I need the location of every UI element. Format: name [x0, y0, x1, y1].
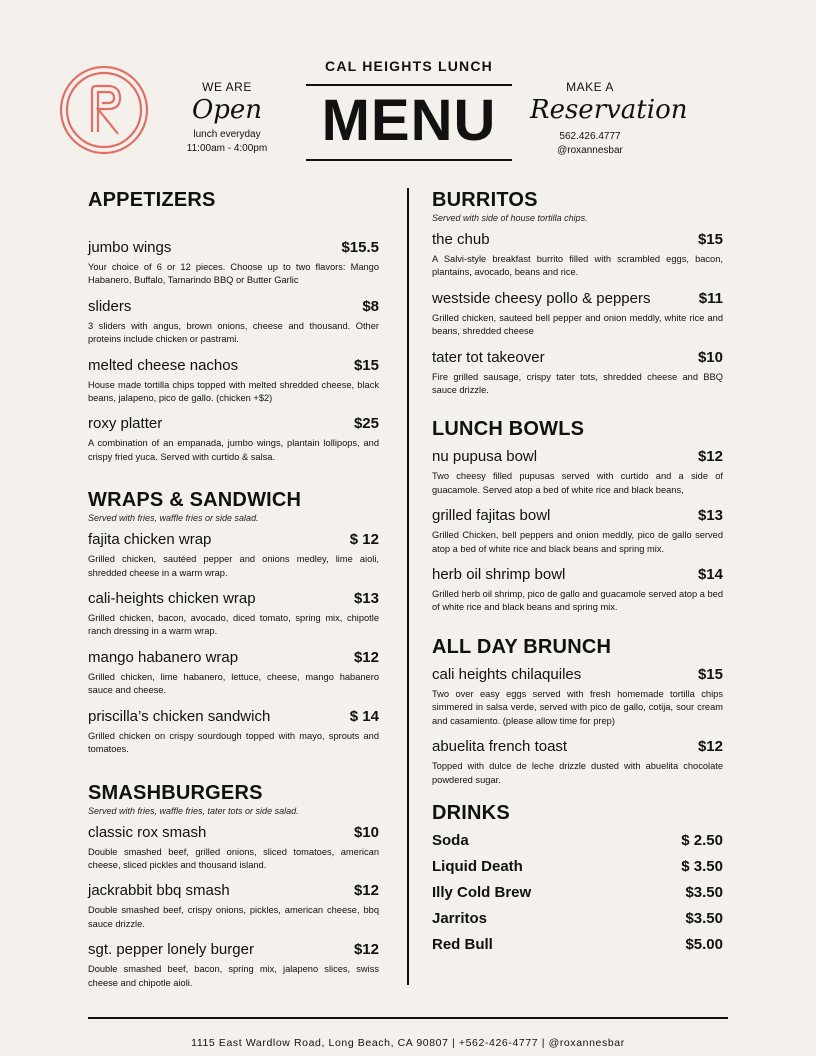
menu-item-description: 3 sliders with angus, brown onions, cheese and thousand. Other proteins include chicken or pastrami.: [88, 320, 379, 345]
menu-item: [88, 297, 379, 347]
menu-item-name: jumbo wings: [88, 239, 172, 256]
menu-item-description: Grilled chicken, sautéed pepper and onions medley, lime aioli, shredded cheese in a warm wrap.: [88, 554, 379, 578]
menu-item-price: $15.5: [341, 239, 379, 256]
section-subtitle: Served with side of house tortilla chips.: [432, 213, 588, 223]
drink-item: [432, 883, 723, 903]
reserve-phone[interactable]: 562.426.4777: [559, 131, 621, 142]
menu-item-row: [432, 348, 723, 368]
menu-item-row: [432, 289, 723, 309]
menu-item: [432, 665, 723, 728]
menu-item: [432, 447, 723, 497]
menu-item-price: $12: [353, 648, 379, 666]
drink-name: Jarritos: [432, 909, 488, 927]
section-smashburgers: [88, 781, 379, 990]
menu-item-row: [88, 648, 379, 668]
reserve-heading: MAKE A: [566, 80, 614, 94]
menu-item-description: Grilled chicken on crispy sourdough topped with mayo, sprouts and tomatoes.: [88, 730, 379, 755]
menu-item-description: Grilled chicken, bacon, avocado, diced tomato, spring mix, chipotle ranch dressing in a warm wrap.: [88, 613, 379, 637]
menu-item: [88, 940, 379, 990]
menu-item-price: $12: [697, 738, 723, 756]
section-title: SMASHBURGERS: [88, 781, 263, 804]
menu-item-description: House made tortilla chips topped with melted shredded cheese, black beans, jalapeno, pico de gallo. (chicken +$2): [88, 379, 379, 404]
drink-price: $ 3.50: [681, 857, 723, 875]
menu-item-name: priscilla’s chicken sandwich: [88, 707, 271, 725]
section-wraps: [88, 488, 379, 756]
menu-item-row: [432, 230, 723, 250]
drink-name: Red Bull: [432, 935, 493, 953]
menu-item-price: $ 12: [349, 531, 379, 549]
drink-price: $5.00: [685, 935, 723, 953]
menu-item-price: $8: [362, 297, 379, 315]
menu-item: [88, 648, 379, 698]
reservation-block: [530, 80, 688, 158]
menu-item-name: tater tot takeover: [432, 348, 545, 366]
drink-price: $ 2.50: [681, 831, 723, 849]
menu-item-row: [88, 238, 379, 258]
drink-name: Illy Cold Brew: [432, 883, 532, 901]
drink-name: Soda: [432, 831, 469, 849]
section-title: APPETIZERS: [88, 189, 216, 211]
column-divider: [407, 188, 409, 985]
menu-item-row: [432, 565, 723, 585]
menu-item: [432, 737, 723, 787]
menu-item-description: Double smashed beef, crispy onions, pickles, american cheese, bbq sauce drizzle.: [88, 905, 379, 929]
title-rule-top: [306, 84, 512, 86]
menu-item-row: [88, 940, 379, 960]
footer-contact: 1115 East Wardlow Road, Long Beach, CA 90807 | +562-426-4777 | @roxannesbar: [191, 1037, 625, 1049]
menu-eyebrow: CAL HEIGHTS LUNCH: [325, 58, 493, 74]
menu-item-name: cali heights chilaquiles: [432, 665, 582, 683]
menu-item-description: Grilled herb oil shrimp, pico de gallo and guacamole served atop a bed of white rice and black beans and spring mix.: [432, 589, 723, 613]
item-list: [88, 823, 379, 990]
hours-line-1: lunch everyday: [193, 129, 261, 140]
menu-item-description: Fire grilled sausage, crispy tater tots, shredded cheese and BBQ sauce drizzle.: [432, 371, 723, 396]
hours-line-2: 11:00am - 4:00pm: [186, 143, 268, 154]
menu-item-row: [432, 447, 723, 467]
hours-heading: WE ARE: [202, 80, 252, 94]
menu-item-description: Grilled Chicken, bell peppers and onion meddly, pico de gallo served atop a bed of white rice and black beans and spring mix.: [432, 530, 723, 554]
menu-item-name: sliders: [88, 297, 132, 315]
menu-item-name: abuelita french toast: [432, 738, 568, 756]
menu-item-name: the chub: [432, 231, 490, 248]
menu-item-description: A combination of an empanada, jumbo wings, plantain lollipops, and crispy fried yuca. Served with curtido & salsa.: [88, 438, 379, 462]
menu-item-name: cali-heights chicken wrap: [88, 590, 256, 608]
menu-item-row: [88, 530, 379, 550]
drink-name: Liquid Death: [432, 857, 523, 875]
drink-list: [432, 831, 723, 955]
drink-item: [432, 935, 723, 955]
menu-item-price: $ 14: [349, 707, 379, 725]
drink-price: $3.50: [685, 909, 723, 927]
menu-item-price: $12: [353, 882, 379, 900]
reserve-handle[interactable]: @roxannesbar: [557, 145, 623, 156]
menu-item: [88, 238, 379, 288]
section-title: ALL DAY BRUNCH: [432, 635, 612, 658]
menu-item-row: [432, 665, 723, 685]
menu-item-row: [432, 506, 723, 526]
menu-item-name: fajita chicken wrap: [88, 531, 212, 549]
hours-script: Open: [191, 95, 263, 125]
menu-item: [432, 348, 723, 398]
menu-item-price: $14: [697, 566, 723, 584]
section-title: LUNCH BOWLS: [432, 418, 585, 441]
menu-item-description: Your choice of 6 or 12 pieces. Choose up to two flavors: Mango Habanero, Buffalo, Tamarindo BBQ or Butter Garlic: [88, 262, 379, 286]
menu-item-row: [88, 297, 379, 317]
menu-item-name: melted cheese nachos: [88, 356, 239, 374]
menu-item-description: Two over easy eggs served with fresh homemade tortilla chips simmered in salsa verde, served with pico de gallo, cotija, sour cream and casamiento. (please allow time for prep): [432, 688, 723, 726]
section-drinks: [432, 801, 723, 955]
menu-item: [88, 414, 379, 464]
menu-item-name: roxy platter: [88, 415, 163, 433]
drink-item: [432, 857, 723, 877]
menu-item: [88, 881, 379, 931]
menu-item-name: mango habanero wrap: [88, 648, 239, 666]
section-title: DRINKS: [432, 801, 510, 824]
menu-item-price: $13: [353, 590, 379, 608]
menu-item-name: classic rox smash: [88, 823, 207, 841]
menu-item-description: Topped with dulce de leche drizzle dusted with abuelita chocolate powdered sugar.: [432, 761, 723, 785]
menu-item-row: [88, 707, 379, 727]
section-lunch-bowls: [432, 417, 723, 614]
section-subtitle: Served with fries, waffle fries, tater tots or side salad.: [88, 805, 299, 816]
menu-item-name: jackrabbit bbq smash: [88, 882, 230, 900]
item-list: [432, 665, 723, 787]
title-block: [306, 58, 512, 161]
menu-item-description: A Salvi-style breakfast burrito filled with scrambled eggs, bacon, plantains, avocado, beans and rice.: [432, 254, 723, 278]
menu-item-price: $13: [697, 507, 723, 525]
logo: [56, 62, 152, 158]
menu-item: [88, 707, 379, 757]
menu-item: [432, 289, 723, 339]
menu-item: [432, 230, 723, 280]
menu-item: [432, 506, 723, 556]
menu-item-price: $15: [697, 231, 723, 248]
menu-item-description: Grilled chicken, lime habanero, lettuce, cheese, mango habanero sauce and cheese.: [88, 671, 379, 696]
menu-item-price: $15: [697, 665, 723, 683]
menu-item-name: sgt. pepper lonely burger: [88, 941, 254, 959]
item-list: [432, 230, 723, 397]
menu-item-row: [88, 589, 379, 609]
drink-item: [432, 831, 723, 851]
menu-item-row: [88, 414, 379, 434]
section-title: WRAPS & SANDWICH: [88, 489, 302, 512]
menu-item-price: $12: [697, 448, 723, 466]
menu-item-name: nu pupusa bowl: [432, 448, 538, 466]
menu-item-price: $11: [698, 289, 723, 307]
menu-item-name: herb oil shrimp bowl: [432, 566, 566, 584]
item-list: [88, 530, 379, 756]
menu-item-row: [88, 881, 379, 901]
menu-item: [88, 823, 379, 873]
hours-block: [178, 80, 276, 156]
menu-item-row: [432, 737, 723, 757]
menu-item-description: Double smashed beef, bacon, spring mix, jalapeno slices, swiss cheese and chipotle aioli.: [88, 964, 379, 988]
logo-mark: [56, 62, 152, 158]
section-appetizers: [88, 188, 379, 464]
section-burritos: [432, 188, 723, 397]
menu-item: [88, 530, 379, 580]
menu-item-description: Two cheesy filled pupusas served with curtido and a side of guacamole. Served atop a bed of white rice and black beans,: [432, 471, 723, 495]
menu-item: [88, 356, 379, 406]
title-rule-bottom: [306, 159, 512, 161]
menu-item-price: $10: [353, 823, 379, 841]
menu-item-price: $12: [353, 941, 379, 959]
section-title: BURRITOS: [432, 189, 538, 211]
footer-rule: [88, 1017, 728, 1019]
menu-item-name: grilled fajitas bowl: [432, 507, 551, 525]
menu-item: [432, 565, 723, 615]
item-list: [88, 238, 379, 464]
menu-item-name: westside cheesy pollo & peppers: [432, 289, 651, 307]
right-column: [432, 188, 723, 955]
left-column: [88, 188, 379, 990]
section-subtitle: Served with fries, waffle fries or side salad.: [88, 513, 259, 524]
section-brunch: [432, 635, 723, 787]
menu-item-row: [88, 823, 379, 843]
menu-item-price: $25: [353, 415, 379, 433]
menu-item-price: $10: [697, 348, 723, 366]
item-list: [432, 447, 723, 614]
drink-item: [432, 909, 723, 929]
menu-item-description: Double smashed beef, grilled onions, sliced tomatoes, american cheese, sliced pickles and thousand island.: [88, 846, 379, 870]
menu-item: [88, 589, 379, 639]
page-title: MENU: [321, 88, 497, 153]
menu-item-row: [88, 356, 379, 376]
menu-item-price: $15: [353, 356, 379, 374]
reserve-script: Reservation: [530, 95, 688, 125]
drink-price: $3.50: [685, 883, 723, 901]
menu-item-description: Grilled chicken, sauteed bell pepper and onion meddly, white rice and beans, shredded cheese: [432, 312, 723, 337]
